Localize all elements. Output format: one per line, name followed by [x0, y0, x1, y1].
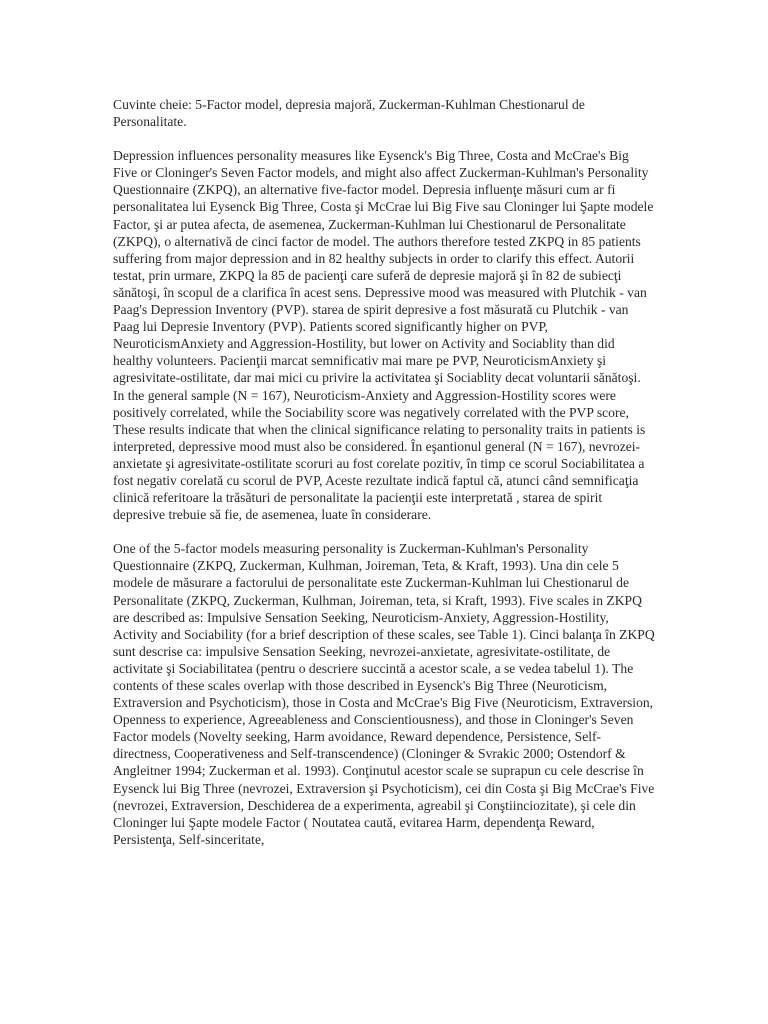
document-page [113, 96, 655, 865]
body-paragraph: One of the 5-factor models measuring personality is Zuckerman-Kuhlman's Personality Questionnaire (ZKPQ, Zuckerman, Kulhman, Joireman, Teta, & Kraft, 1993). Una din cele 5 modele de măsurare a factorului de personalitate este Zuckerman-Kuhlman lui Chestionarul de Personalitate (ZKPQ, Zuckerman, Kulhman, Joireman, teta, si Kraft, 1993). Five scales in ZKPQ are described as: Impulsive Sensation Seeking, Neuroticism-Anxiety, Aggression-Hostility, Activity and Sociability (for a brief description of these scales, see Table 1). Cinci balanţa în ZKPQ sunt descrise ca: impulsive Sensation Seeking, nevrozei-anxietate, agresivitate-ostilitate, de activitate şi Sociabilitatea (pentru o descriere succintă a acestor scale, a se vedea tabelul 1). The contents of these scales overlap with those described in Eysenck's Big Three (Neuroticism, Extraversion and Psychoticism), those in Costa and McCrae's Big Five (Neuroticism, Extraversion, Openness to experience, Agreeableness and Conscientiousness), and those in Cloninger's Seven Factor models (Novelty seeking, Harm avoidance, Reward dependence, Persistence, Self-directness, Cooperativeness and Self-transcendence) (Cloninger & Svrakic 2000; Ostendorf & Angleitner 1994; Zuckerman et al. 1993). Conţinutul acestor scale se suprapun cu cele descrise în Eysenck lui Big Three (nevrozei, Extraversion şi Psychoticism), cei din Costa şi Big McCrae's Five (nevrozei, Extraversion, Deschiderea de a experimenta, agreabil şi Conştiinciozitate), şi cele din Cloninger lui Şapte modele Factor ( Noutatea caută, evitarea Harm, dependenţa Reward, Persistenţa, Self-sinceritate, [113, 541, 655, 847]
abstract-paragraph: Depression influences personality measures like Eysenck's Big Three, Costa and McCrae's Big Five or Cloninger's Seven Factor models, and might also affect Zuckerman-Kuhlman's Personality Questionnaire (ZKPQ), an alternative five-factor model. Depresia influenţe măsuri cum ar fi personalitatea lui Eysenck Big Three, Costa şi McCrae lui Big Five sau Cloninger lui Şapte modele Factor, şi ar putea afecta, de asemenea, Zuckerman-Kuhlman lui Chestionarul de Personalitate (ZKPQ), o alternativă de cinci factor de model. The authors therefore tested ZKPQ in 85 patients suffering from major depression and in 82 healthy subjects in order to clarify this effect. Autorii testat, prin urmare, ZKPQ la 85 de pacienţi care suferă de depresie majoră şi în 82 de subiecţi sănătoşi, în scopul de a clarifica în acest sens. Depressive mood was measured with Plutchik - van Paag's Depression Inventory (PVP). starea de spirit depresive a fost măsurată cu Plutchik - van Paag lui Depresie Inventory (PVP). Patients scored significantly higher on PVP, NeuroticismAnxiety and Aggression-Hostility, but lower on Activity and Sociablity than did healthy volunteers. Pacienţii marcat semnificativ mai mare pe PVP, NeuroticismAnxiety şi agresivitate-ostilitate, dar mai mici cu privire la activitatea şi Sociablity decat voluntarii sănătoşi. In the general sample (N = 167), Neuroticism-Anxiety and Aggression-Hostility scores were positively correlated, while the Sociability score was negatively correlated with the PVP score, These results indicate that when the clinical significance relating to personality traits in patients is interpreted, depressive mood must also be considered. În eşantionul general (N = 167), nevrozei-anxietate şi agresivitate-ostilitate scoruri au fost corelate pozitiv, în timp ce scorul Sociabilitatea a fost negativ corelată cu scorul de PVP, Aceste rezultate indică faptul că, atunci când semnificaţia clinică referitoare la trăsături de personalitate la pacienţii este interpretată , starea de spirit depresive trebuie să fie, de asemenea, luate în considerare. [113, 148, 654, 523]
keywords-paragraph: Cuvinte cheie: 5-Factor model, depresia majoră, Zuckerman-Kuhlman Chestionarul de Personalitate. [113, 97, 585, 130]
